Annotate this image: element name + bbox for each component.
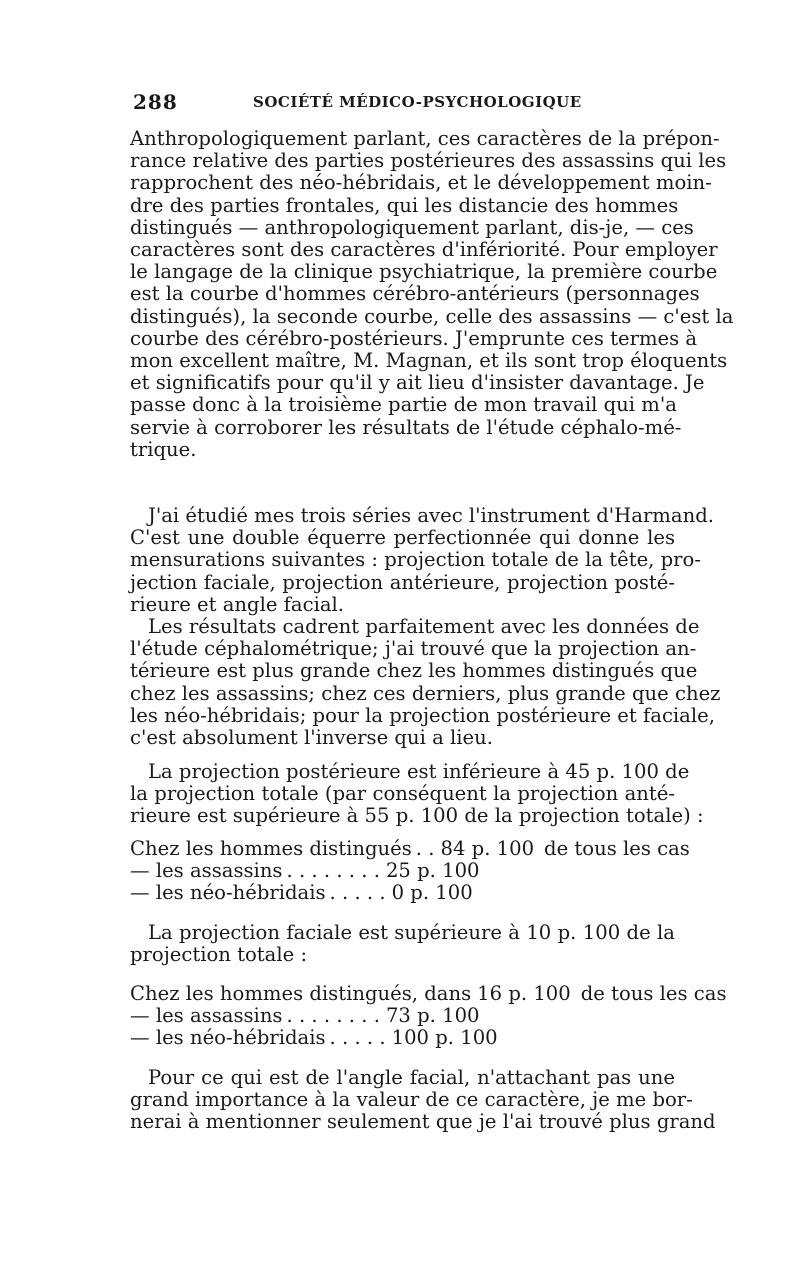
text-line: Pour ce qui est de l'angle facial, n'attachant pas une (148, 1066, 675, 1089)
text-line: C'est une double équerre perfectionnée qui donne les (130, 526, 675, 550)
text-line: passe donc à la troisième partie de mon travail qui m'a (130, 393, 677, 417)
row-leader: . . . . . . . . (286, 859, 380, 883)
text-line: Les résultats cadrent parfaitement avec les données de (148, 615, 700, 638)
text-line: le langage de la clinique psychiatrique, la première courbe (130, 260, 718, 284)
page-number: 288 (133, 90, 178, 114)
paragraph-5 (130, 922, 675, 966)
row-value: 84 p. 100 (440, 837, 535, 860)
paragraph-6 (130, 1066, 716, 1134)
text-line: courbe des cérébro-postérieurs. J'emprunte ces termes à (130, 326, 698, 350)
table-row (130, 860, 675, 882)
text-line: projection totale : (130, 943, 308, 967)
row-leader: . . (415, 837, 435, 860)
text-line: distingués), la seconde courbe, celle des assassins — c'est la (130, 304, 734, 328)
row-value: 16 p. 100 (477, 982, 571, 1005)
row-value: 100 p. 100 (391, 1026, 498, 1050)
text-line: J'ai étudié mes trois séries avec l'instrument d'Harmand. (148, 504, 714, 527)
text-line: rance relative des parties postérieures des assassins qui les (130, 149, 727, 173)
text-line: les néo-hébridais; pour la projection postérieure et faciale, (130, 703, 715, 727)
running-title: SOCIÉTÉ MÉDICO-PSYCHOLOGIQUE (253, 93, 582, 111)
text-line: grand importance à la valeur de ce caractère, je me bor- (130, 1088, 693, 1112)
text-line: térieure est plus grande chez les hommes distingués que (130, 659, 698, 683)
row-value: 0 p. 100 (391, 881, 473, 905)
text-line: rieure et angle facial. (130, 592, 345, 616)
text-line: jection faciale, projection antérieure, projection posté- (130, 570, 675, 594)
text-line: mensurations suivantes : projection totale de la tête, pro- (130, 548, 701, 572)
text-line: trique. (130, 437, 197, 461)
paragraph-4 (130, 760, 704, 828)
text-line: servie à corroborer les résultats de l'étude céphalo-mé- (130, 415, 682, 439)
table-row (130, 1005, 675, 1027)
text-line: et significatifs pour qu'il y ait lieu d'insister davantage. Je (130, 371, 705, 395)
projection-posterieure-table (130, 837, 690, 905)
text-line: caractères sont des caractères d'infériorité. Pour employer (130, 238, 718, 262)
projection-faciale-table (130, 982, 727, 1050)
text-line: distingués — anthropologiquement parlant, dis-je, — ces (130, 215, 694, 239)
text-line: Anthropologiquement parlant, ces caractères de la prépon- (130, 127, 720, 150)
text-line: La projection postérieure est inférieure à 45 p. 100 de (148, 760, 690, 783)
text-line: nerai à mentionner seulement que je l'ai trouvé plus grand (130, 1110, 716, 1134)
text-line: dre des parties frontales, qui les distancie des hommes (130, 193, 679, 217)
row-leader: . . . . . . . . (286, 1004, 380, 1028)
text-line: l'étude céphalométrique; j'ai trouvé que la projection an- (130, 637, 697, 661)
text-line: rieure est supérieure à 55 p. 100 de la projection totale) : (130, 804, 704, 828)
row-label: Chez les hommes distingués (130, 837, 412, 860)
text-line: est la courbe d'hommes cérébro-antérieurs (personnages (130, 282, 700, 306)
text-line: mon excellent maître, M. Magnan, et ils sont trop éloquents (130, 349, 728, 373)
row-label: Chez les hommes distingués, dans (130, 982, 472, 1005)
page-header (133, 90, 673, 114)
row-label: — les assassins (130, 1004, 283, 1028)
row-value: 73 p. 100 (385, 1004, 480, 1028)
row-label: — les assassins (130, 859, 283, 883)
text-line: la projection totale (par conséquent la projection anté- (130, 782, 675, 806)
row-tail: de tous les cas (544, 837, 690, 860)
row-leader: . . . . . (329, 881, 386, 905)
table-row (130, 837, 690, 860)
paragraph-1 (130, 127, 734, 461)
table-row (130, 982, 727, 1005)
paragraph-2 (130, 504, 714, 616)
text-line: c'est absolument l'inverse qui a lieu. (130, 726, 493, 750)
text-line: chez les assassins; chez ces derniers, plus grande que chez (130, 681, 721, 705)
paragraph-3 (130, 615, 721, 750)
row-value: 25 p. 100 (385, 859, 480, 883)
text-line: La projection faciale est supérieure à 10 p. 100 de la (148, 921, 675, 944)
row-label: — les néo-hébridais (130, 1026, 326, 1050)
row-leader: . . . . . (329, 1026, 386, 1050)
row-label: — les néo-hébridais (130, 881, 326, 905)
table-row (130, 882, 675, 904)
row-tail: de tous les cas (580, 982, 727, 1005)
text-line: rapprochent des néo-hébridais, et le développement moin- (130, 171, 712, 195)
table-row (130, 1027, 675, 1049)
